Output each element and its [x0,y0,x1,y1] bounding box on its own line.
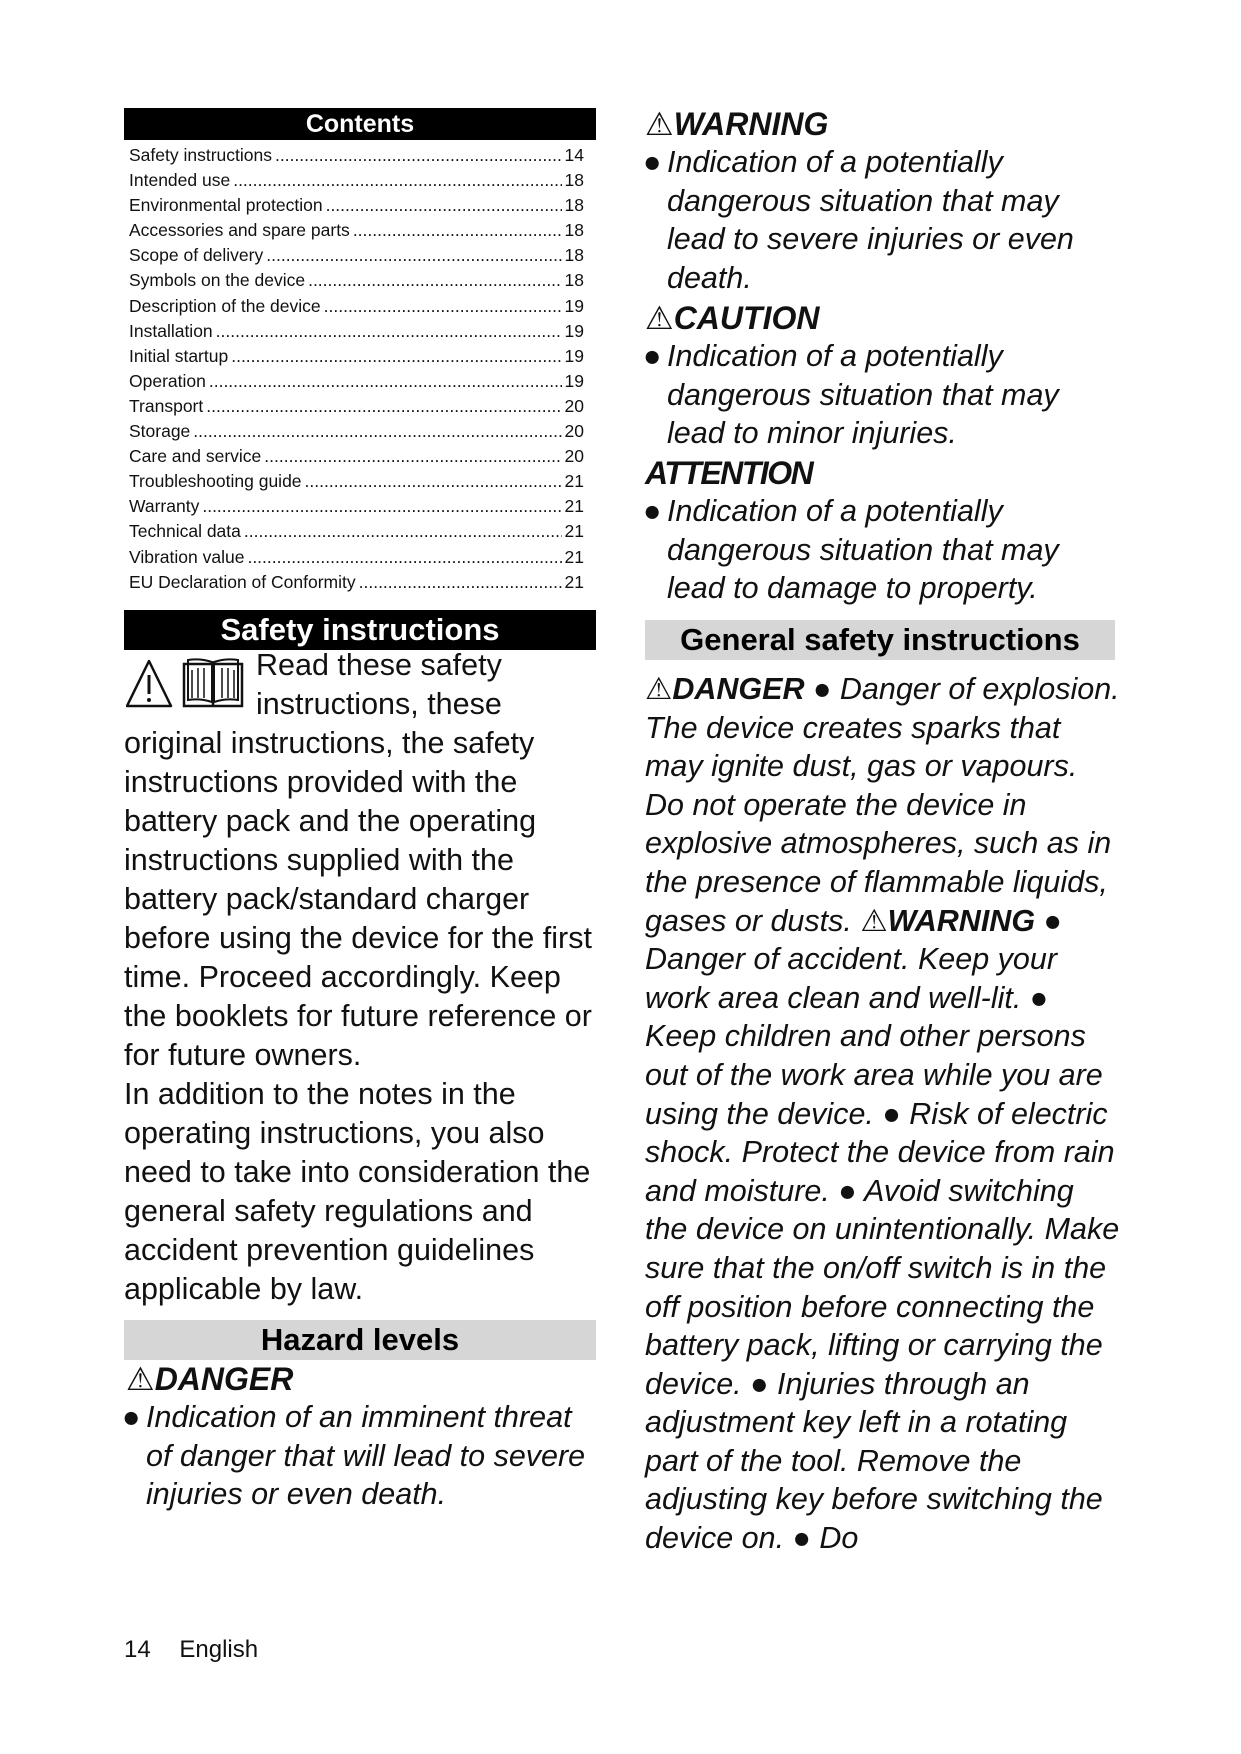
bullet: ● [122,1400,141,1434]
contents-item-label: Warranty [129,496,200,517]
contents-item-page: 20 [564,446,584,467]
caution-label: ⚠CAUTION [645,300,820,336]
contents-item [129,220,584,245]
bullet: ● [643,494,662,528]
caution-text: Indication of a potentially dangerous situation that may lead to minor injuries. [667,339,1059,450]
contents-item [129,270,584,295]
contents-item-page: 20 [564,395,584,416]
contents-item-page: 19 [564,345,584,366]
contents-item [129,145,584,170]
contents-item-leader [233,170,561,191]
contents-item-leader [359,572,562,593]
contents-item-label: Initial startup [129,345,229,366]
contents-item-leader [305,471,562,492]
contents-item-page: 18 [564,170,584,191]
contents-item-page: 19 [564,370,584,391]
contents-item [129,371,584,396]
general-safety-heading: General safety instructions [645,620,1115,660]
general-danger-label: ⚠DANGER [645,672,805,706]
contents-item-leader [275,145,562,166]
contents-item [129,446,584,471]
hazard-levels-heading: Hazard levels [124,1320,596,1360]
contents-item-leader [209,371,562,392]
contents-item [129,245,584,270]
contents-item [129,547,584,572]
contents-item [129,296,584,321]
contents-item-leader [324,296,562,317]
contents-item-page: 21 [564,496,584,517]
contents-item-label: Operation [129,370,206,391]
danger-description [122,1398,586,1514]
contents-item-leader [266,245,561,266]
danger-label: ⚠DANGER [126,1361,294,1397]
contents-item [129,396,584,421]
contents-item-leader [231,346,561,367]
contents-item-label: Environmental protection [129,195,323,216]
attention-text: Indication of a potentially dangerous situation that may lead to damage to property. [667,494,1059,605]
contents-item [129,496,584,521]
danger-text: Indication of an imminent threat of danger that will lead to severe injuries or even death. [146,1400,586,1511]
general-warning-label: ⚠WARNING [860,903,1036,938]
contents-item-page: 21 [564,471,584,492]
bullet: ● [643,145,662,179]
contents-item-label: Installation [129,320,213,341]
contents-item-label: Description of the device [129,295,321,316]
contents-item-page: 18 [564,220,584,241]
contents-item-leader [193,421,561,442]
contents-item-leader [308,270,561,291]
bullet: ● [643,339,662,373]
contents-list [129,145,584,597]
contents-item-leader [202,496,561,517]
safety-paragraph-2: In addition to the notes in the operating instructions, you also need to take into consideration the general safety regulations and accident prevention guidelines applicable by law. [124,1077,591,1306]
contents-item-label: Intended use [129,170,231,191]
contents-item-label: Troubleshooting guide [129,471,302,492]
contents-item-leader [326,195,562,216]
contents-item [129,346,584,371]
general-danger-text: ● Danger of explosion. The device creates sparks that may ignite dust, gas or vapours. Do not operate the device in explosive atmospheres, such as in the presence of flammable liquids, gases or dusts. [645,672,1120,938]
contents-item-page: 18 [564,270,584,291]
contents-item-page: 19 [564,320,584,341]
contents-item [129,521,584,546]
contents-item-page: 21 [564,521,584,542]
page-footer [124,1636,280,1664]
contents-item-leader [216,321,562,342]
warning-text: Indication of a potentially dangerous situation that may lead to severe injuries or even death. [667,145,1074,295]
contents-item-leader [247,547,561,568]
safety-paragraph-1: Read these safety instructions, these original instructions, the safety instructions provided with the battery pack and the operating instructions supplied with the battery pack/standard charger before using the device for the first time. Proceed accordingly. Keep the booklets for future reference or for future owners. [124,648,592,1072]
contents-item-leader [206,396,561,417]
contents-item-label: Accessories and spare parts [129,220,350,241]
contents-item-leader [264,446,561,467]
contents-item-label: Safety instructions [129,145,272,165]
contents-item-page: 18 [564,245,584,266]
contents-item [129,421,584,446]
contents-item-page: 20 [564,421,584,442]
contents-item-label: Vibration value [129,546,245,567]
contents-item-label: Storage [129,421,191,442]
contents-item-page: 18 [564,195,584,216]
contents-item-page: 19 [564,295,584,316]
general-safety-text [645,670,1123,1558]
contents-title: Contents [124,108,596,140]
footer-language: English [179,1636,259,1663]
safety-intro-text [124,646,596,1309]
contents-item-page: 21 [564,571,584,592]
contents-item [129,572,584,597]
contents-item-page: 21 [564,546,584,567]
contents-item-label: EU Declaration of Conformity [129,571,356,592]
general-warning-text: ● Danger of accident. Keep your work area clean and well-lit. ● Keep children and other persons out of the work area while you are using the device. ● Risk of electric shock. Protect the device from rain and moisture. ● Avoid switching the device on unintentionally. Make sure that the on/off switch is in the off position before connecting the battery pack, lifting or carrying the device. ● Injuries through an adjustment key left in a rotating part of the tool. Remove the adjusting key before switching the device on. ● Do [645,903,1120,1556]
contents-item [129,170,584,195]
contents-item-label: Scope of delivery [129,245,264,266]
contents-item-page: 14 [564,145,584,165]
contents-item-leader [244,521,562,542]
contents-item-leader [353,220,562,241]
attention-label: ATTENTION [645,455,813,491]
contents-item-label: Symbols on the device [129,270,306,291]
warning-description [643,143,1117,297]
caution-description [643,337,1117,453]
contents-item-label: Transport [129,395,204,416]
attention-description [643,492,1117,608]
contents-item [129,195,584,220]
safety-instructions-heading: Safety instructions [124,610,596,650]
contents-item [129,321,584,346]
contents-item-label: Technical data [129,521,241,542]
contents-item [129,471,584,496]
page-number: 14 [124,1636,151,1663]
warning-label: ⚠WARNING [645,106,829,142]
contents-item-label: Care and service [129,446,262,467]
